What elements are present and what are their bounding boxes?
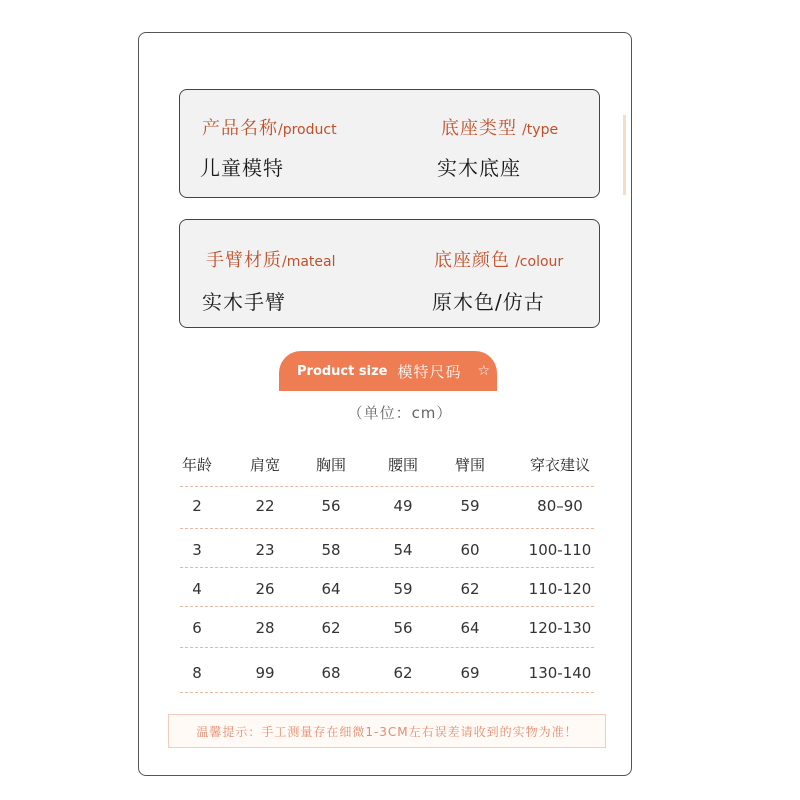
table-header-cell: 穿衣建议 [529,456,591,474]
table-header-cell: 臂围 [454,456,486,474]
row-divider [180,606,594,607]
table-cell: 28 [255,619,275,637]
table-cell: 99 [255,664,275,682]
table-header-cell: 胸围 [315,456,347,474]
table-cell: 69 [460,664,480,682]
table-header-cell: 腰围 [387,456,419,474]
table-cell: 6 [192,619,202,637]
material-info-box [179,219,600,328]
size-title-en: Product size [297,363,388,379]
product-label: 产品名称/product [202,118,337,139]
row-divider [180,528,594,529]
table-cell: 100-110 [528,541,592,559]
table-cell: 22 [255,497,275,515]
row-divider [180,692,594,693]
type-value: 实木底座 [437,156,521,180]
table-cell: 60 [460,541,480,559]
material-label: 手臂材质/mateal [206,250,336,271]
table-header-cell: 年龄 [181,456,213,474]
type-label: 底座类型 /type [441,118,559,139]
table-cell: 4 [192,580,202,598]
table-cell: 58 [321,541,341,559]
table-cell: 62 [393,664,413,682]
size-section-header [279,351,497,391]
table-cell: 59 [460,497,480,515]
row-divider [180,647,594,648]
table-cell: 3 [192,541,202,559]
table-cell: 68 [321,664,341,682]
colour-label: 底座颜色 /colour [434,250,564,271]
row-divider [180,486,594,487]
table-cell: 26 [255,580,275,598]
table-cell: 54 [393,541,413,559]
table-cell: 8 [192,664,202,682]
table-cell: 80–90 [537,497,583,515]
table-cell: 56 [393,619,413,637]
row-divider [180,567,594,568]
unit-note: （单位：cm） [347,404,453,422]
table-cell: 110-120 [528,580,592,598]
product-info-box [179,89,600,198]
size-title-zh: 模特尺码 [397,362,462,381]
product-value: 儿童模特 [200,156,284,180]
notice-bar: 温馨提示：手工测量存在细微1-3CM左右误差请收到的实物为准！ [168,714,606,748]
table-cell: 56 [321,497,341,515]
table-cell: 23 [255,541,275,559]
table-cell: 62 [321,619,341,637]
star-icon: ☆ [477,363,491,379]
material-value: 实木手臂 [202,290,286,314]
table-cell: 130-140 [528,664,592,682]
table-cell: 62 [460,580,480,598]
table-cell: 64 [460,619,480,637]
table-cell: 120-130 [528,619,592,637]
table-cell: 59 [393,580,413,598]
table-cell: 2 [192,497,202,515]
table-cell: 64 [321,580,341,598]
table-cell: 49 [393,497,413,515]
table-header-cell: 肩宽 [249,456,281,474]
decorative-accent [623,115,626,195]
colour-value: 原木色/仿古 [432,290,545,314]
